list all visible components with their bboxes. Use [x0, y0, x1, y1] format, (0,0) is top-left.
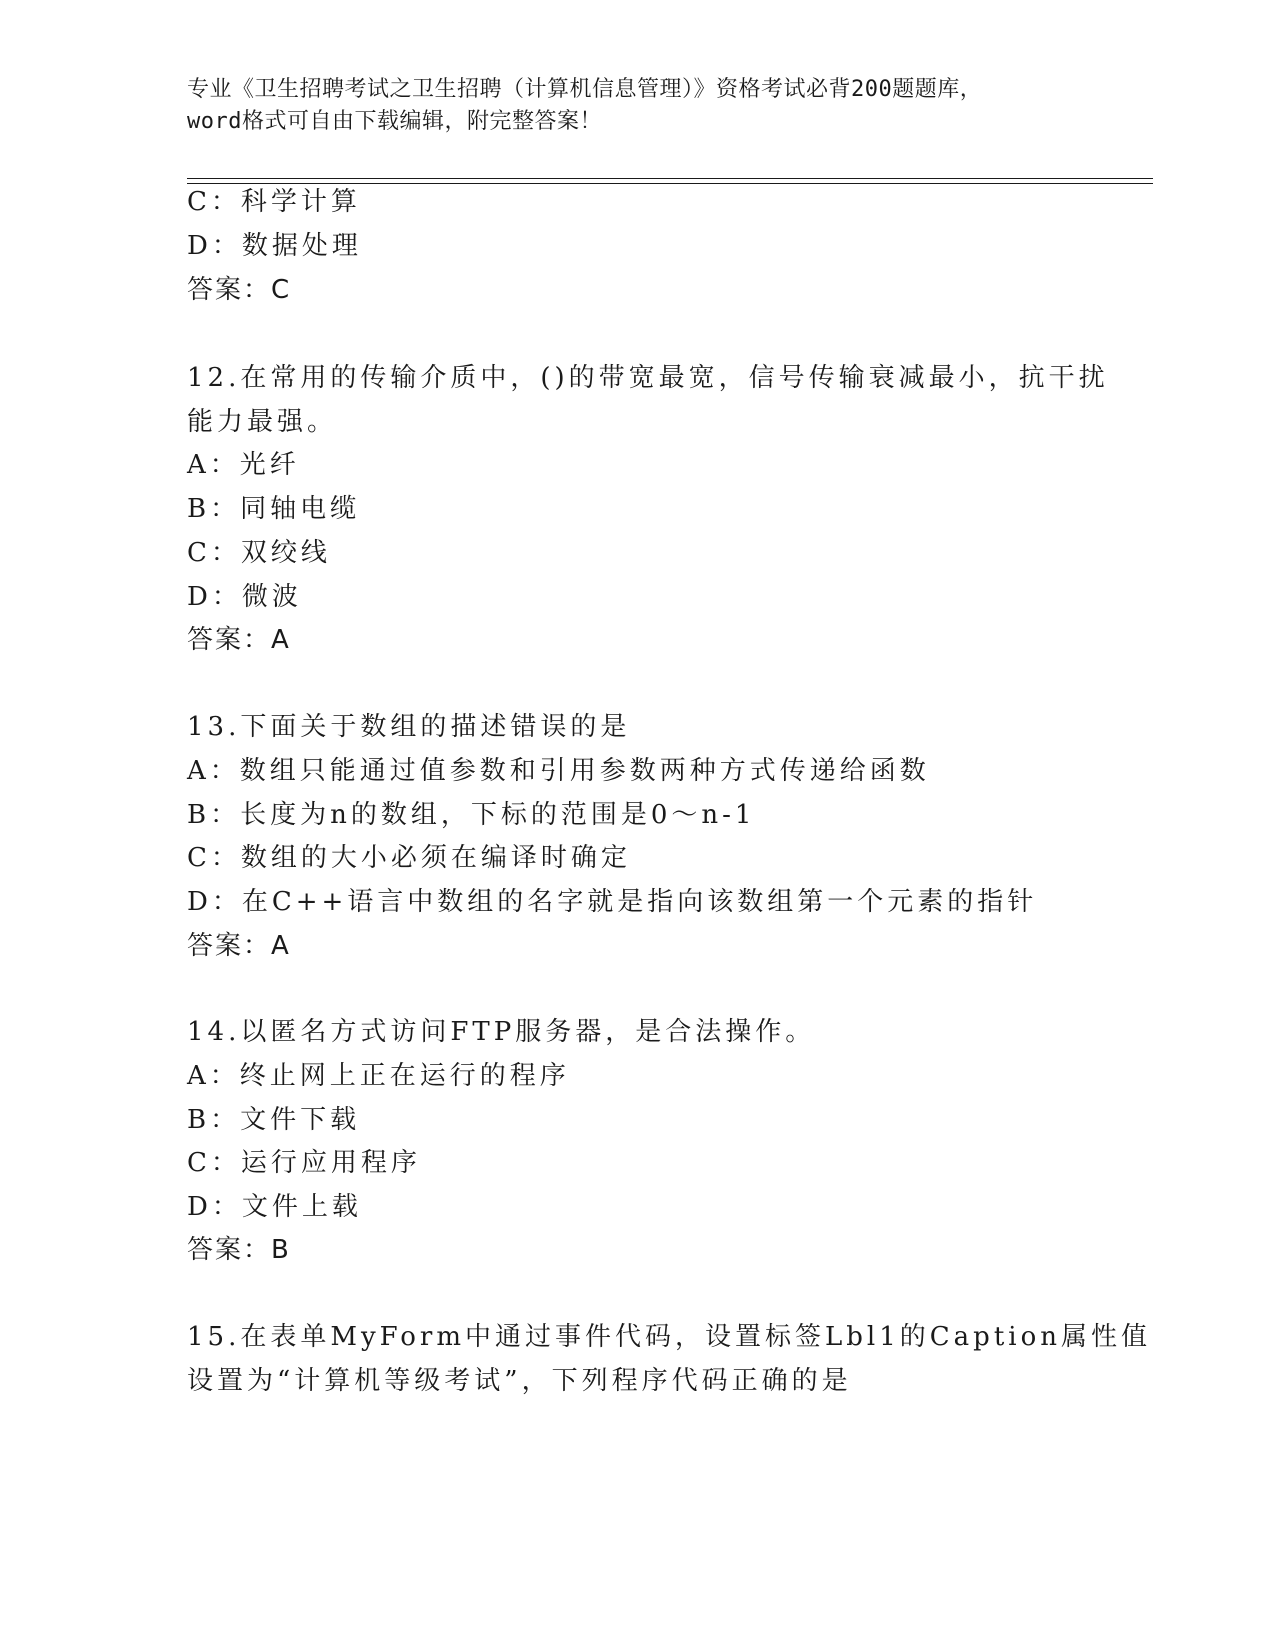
q14-option-b: B：文件下载	[187, 1105, 361, 1135]
q12-option-b: B：同轴电缆	[187, 494, 361, 524]
q11-option-d: D：数据处理	[187, 231, 362, 261]
q13-option-b: B：长度为n的数组，下标的范围是0～n-1	[187, 800, 756, 830]
q12-answer: 答案：A	[187, 625, 291, 655]
header-title-line-2: word格式可自由下载编辑，附完整答案！	[187, 109, 602, 134]
q12-option-c: C：双绞线	[187, 538, 331, 568]
document-header	[187, 74, 1087, 138]
q12-stem-line-2: 能力最强。	[187, 407, 338, 437]
q13-answer: 答案：A	[187, 931, 291, 961]
q12-stem-line-1: 12.在常用的传输介质中，()的带宽最宽，信号传输衰减最小，抗干扰	[187, 363, 1109, 393]
q14-option-c: C：运行应用程序	[187, 1148, 421, 1178]
q15-stem-line-1: 15.在表单MyForm中通过事件代码，设置标签Lbl1的Caption属性值	[187, 1322, 1151, 1352]
q14-option-a: A：终止网上正在运行的程序	[187, 1061, 570, 1091]
q15-stem-line-2: 设置为“计算机等级考试”，下列程序代码正确的是	[187, 1366, 852, 1396]
header-divider-top	[187, 178, 1153, 179]
q14-answer: 答案：B	[187, 1235, 291, 1265]
q13-option-c: C：数组的大小必须在编译时确定	[187, 843, 631, 873]
q13-stem: 13.下面关于数组的描述错误的是	[187, 712, 631, 742]
header-title-line-1: 专业《卫生招聘考试之卫生招聘（计算机信息管理）》资格考试必背200题题库，	[187, 77, 983, 102]
q13-option-a: A：数组只能通过值参数和引用参数两种方式传递给函数	[187, 756, 930, 786]
q11-answer: 答案：C	[187, 275, 292, 305]
q13-option-d: D：在C++语言中数组的名字就是指向该数组第一个元素的指针	[187, 887, 1038, 917]
q11-option-c: C：科学计算	[187, 187, 361, 217]
q12-option-d: D：微波	[187, 582, 302, 612]
q12-option-a: A：光纤	[187, 450, 300, 480]
q14-stem: 14.以匿名方式访问FTP服务器，是合法操作。	[187, 1017, 816, 1047]
q14-option-d: D：文件上载	[187, 1192, 362, 1222]
